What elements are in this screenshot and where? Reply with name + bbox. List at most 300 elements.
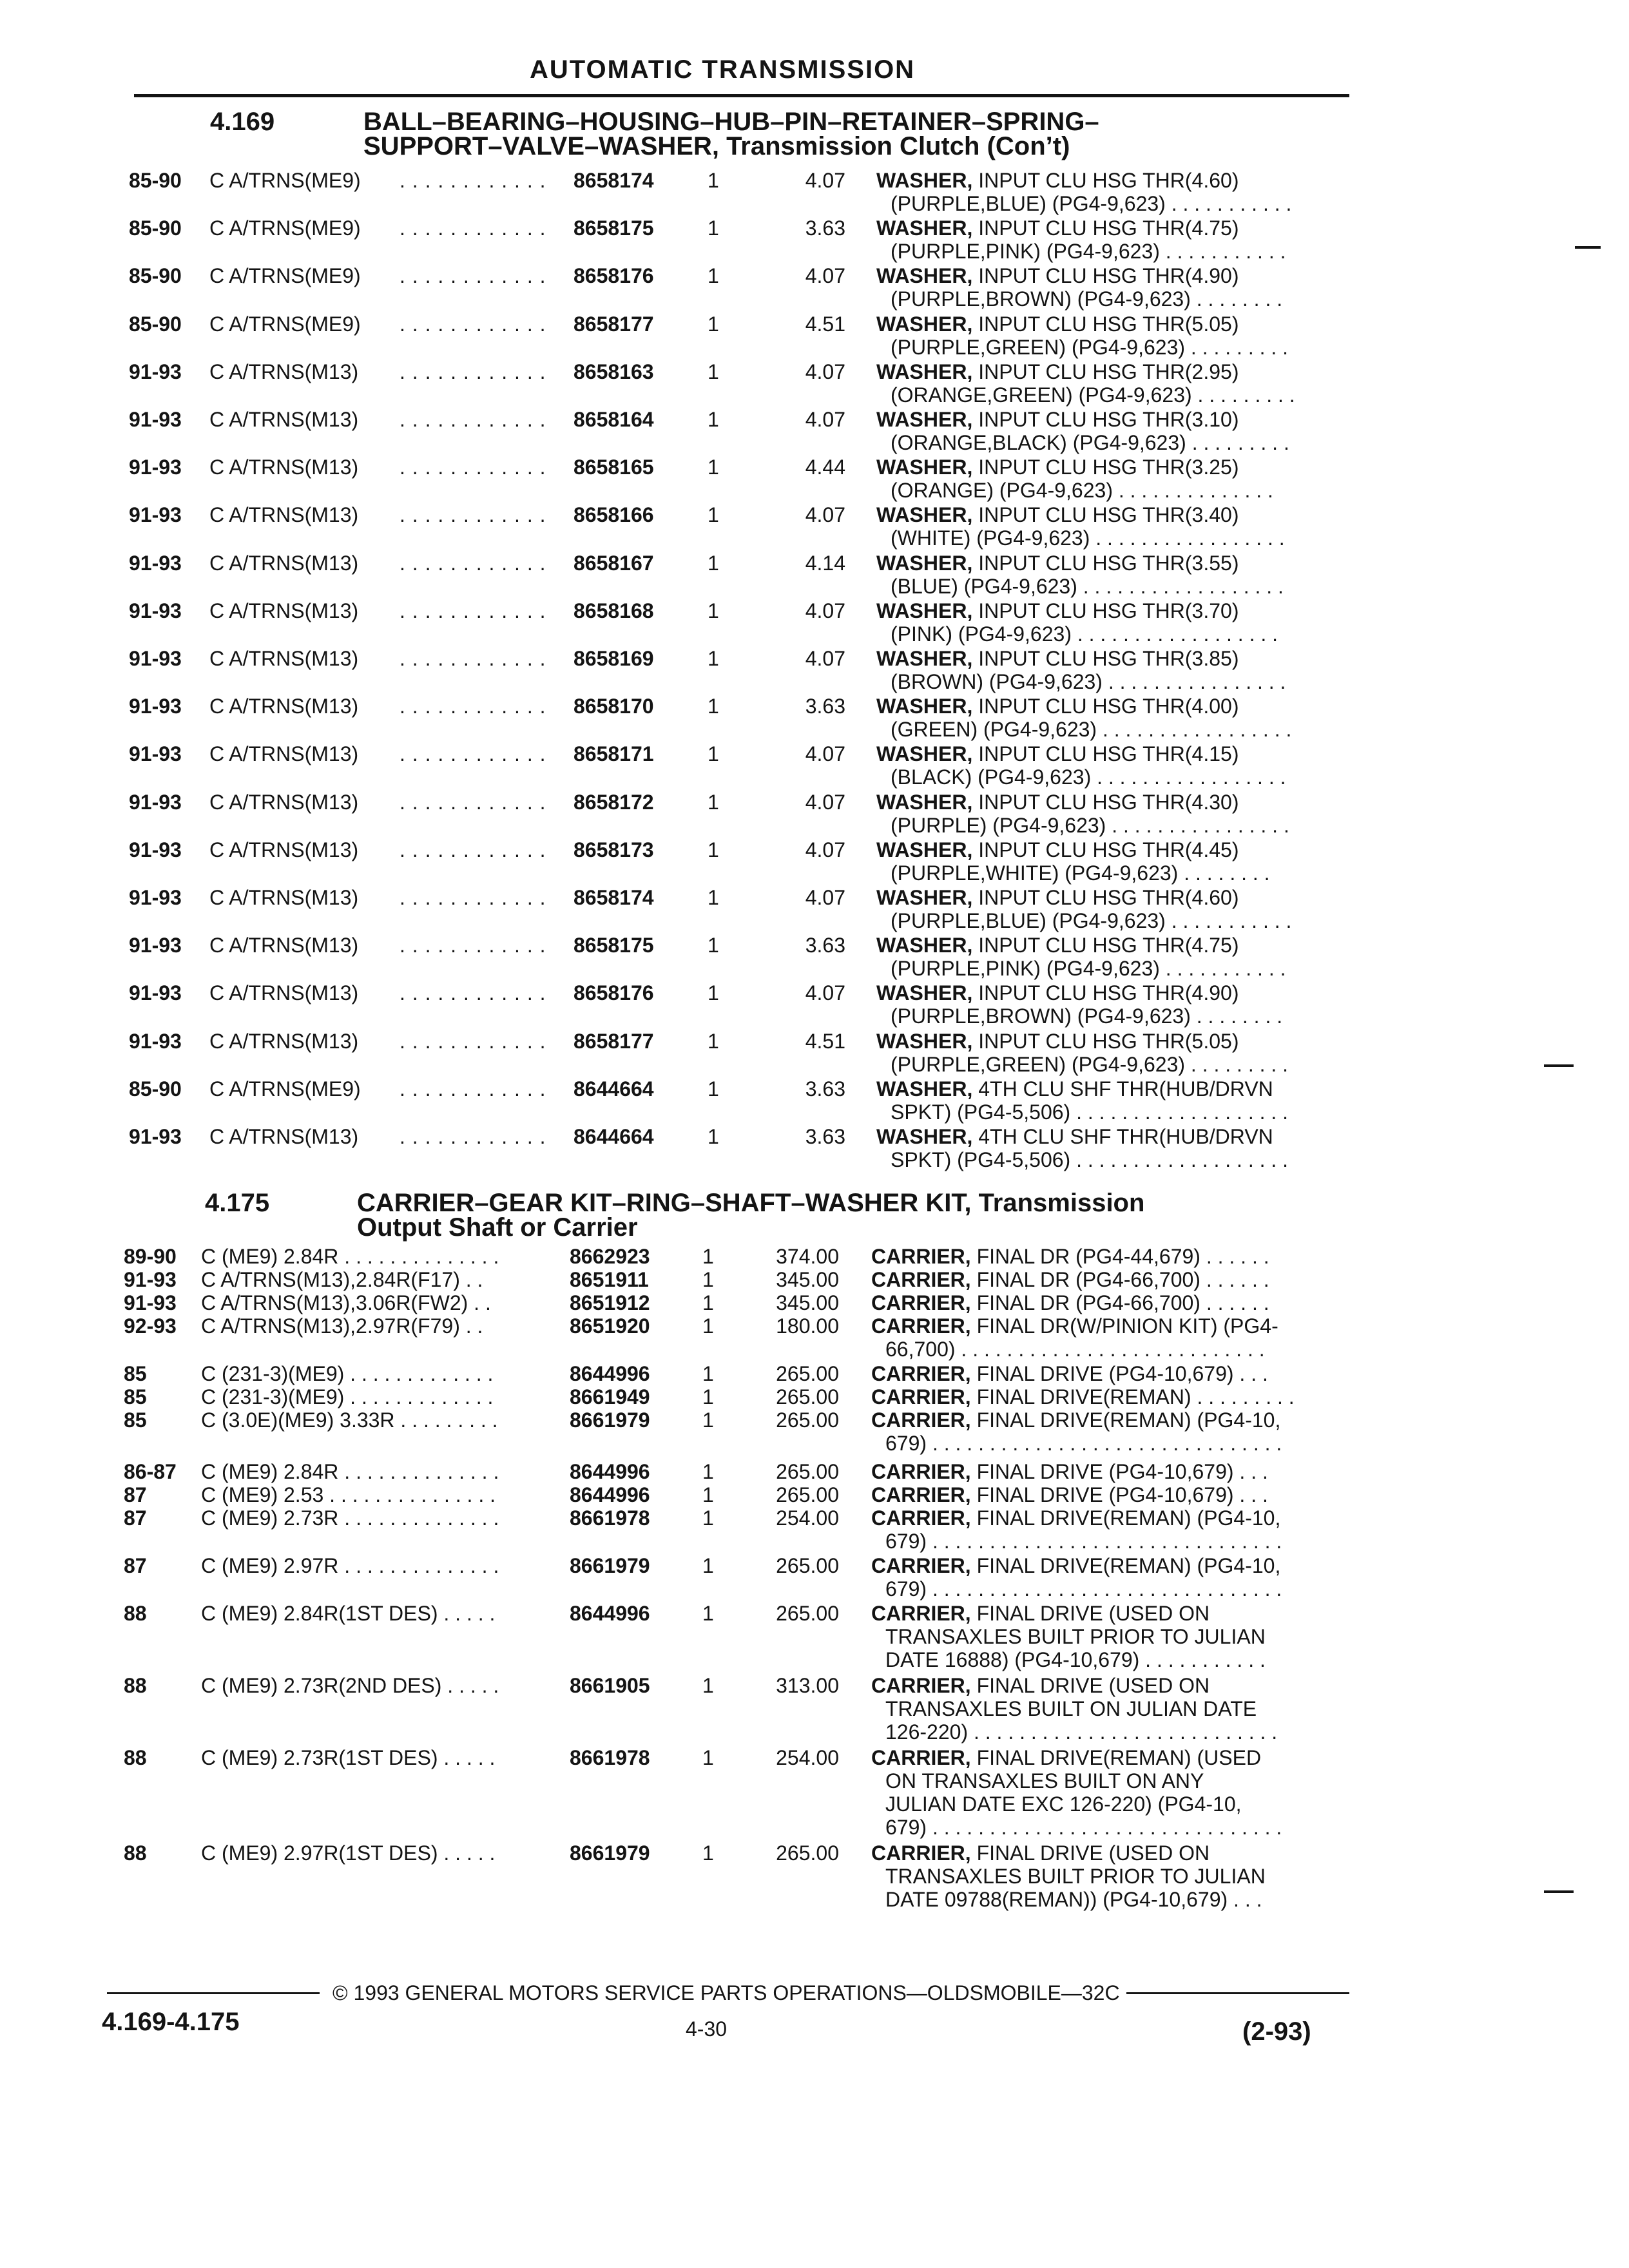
part-name: CARRIER, — [871, 1408, 971, 1432]
quantity: 1 — [708, 742, 719, 766]
description-continued: (PURPLE) (PG4-9,623) . . . . . . . . . . . . . . . . — [891, 813, 1289, 837]
part-name: WASHER, — [876, 1077, 973, 1100]
quantity: 1 — [702, 1408, 714, 1432]
price: 3.63 — [805, 934, 845, 957]
model-code: C (ME9) 2.97R . . . . . . . . . . . . . . — [201, 1554, 499, 1577]
quantity: 1 — [708, 503, 719, 527]
description — [871, 1268, 1269, 1291]
model-year: 91-93 — [129, 934, 182, 957]
price: 3.63 — [805, 1077, 845, 1100]
part-number: 8658163 — [574, 360, 654, 383]
model-year: 91-93 — [129, 360, 182, 383]
description-continued: (PURPLE,BLUE) (PG4-9,623) . . . . . . . . . . . — [891, 909, 1292, 932]
quantity: 1 — [702, 1483, 714, 1506]
model-year: 88 — [124, 1841, 147, 1865]
parts-row — [0, 1674, 1629, 1744]
parts-row — [0, 1460, 1629, 1483]
model-year: 85 — [124, 1385, 147, 1408]
footer-section-range: 4.169-4.175 — [102, 2008, 240, 2036]
part-name: WASHER, — [876, 647, 973, 670]
description — [876, 695, 1239, 718]
price: 180.00 — [776, 1314, 839, 1338]
footer-copyright: © 1993 GENERAL MOTORS SERVICE PARTS OPERATIONS—OLDSMOBILE—32C — [333, 1981, 1120, 2004]
description-text: 4TH CLU SHF THR(HUB/DRVN — [972, 1077, 1273, 1100]
description-continued: (GREEN) (PG4-9,623) . . . . . . . . . . . . . . . . . — [891, 718, 1292, 742]
model-year: 86-87 — [124, 1460, 177, 1483]
model-year: 91-93 — [129, 790, 182, 814]
quantity: 1 — [708, 216, 719, 240]
description-continued: (PINK) (PG4-9,623) . . . . . . . . . . . . . . . . . . — [891, 622, 1278, 646]
model-code: C A/TRNS(ME9) — [209, 216, 361, 240]
description-text: INPUT CLU HSG THR(4.00) — [972, 695, 1239, 718]
quantity: 1 — [702, 1245, 714, 1268]
parts-row — [0, 1506, 1629, 1553]
part-name: CARRIER, — [871, 1506, 971, 1530]
price: 4.07 — [805, 886, 845, 909]
parts-row — [0, 1746, 1629, 1839]
model-year: 91-93 — [129, 1125, 182, 1148]
quantity: 1 — [702, 1506, 714, 1530]
description-text: INPUT CLU HSG THR(5.05) — [972, 1029, 1239, 1053]
part-name: CARRIER, — [871, 1483, 971, 1506]
model-year: 91-93 — [129, 838, 182, 861]
description — [871, 1245, 1269, 1268]
part-number: 8661905 — [570, 1674, 650, 1697]
description-text: FINAL DRIVE (USED ON — [970, 1602, 1210, 1625]
parts-row — [0, 1077, 1629, 1125]
description-text: FINAL DRIVE (USED ON — [970, 1841, 1210, 1865]
section-title-line: SUPPORT–VALVE–WASHER, Transmission Clutch (Con’t) — [363, 132, 1070, 160]
part-number: 8658176 — [574, 264, 654, 288]
margin-tick — [1544, 1064, 1574, 1067]
part-name: WASHER, — [876, 169, 973, 192]
description — [876, 264, 1239, 287]
description-continued: 66,700) . . . . . . . . . . . . . . . . . . . . . . . . . . . — [885, 1338, 1265, 1361]
part-name: CARRIER, — [871, 1245, 971, 1268]
description-text: FINAL DRIVE (USED ON — [970, 1674, 1210, 1697]
part-name: WASHER, — [876, 551, 973, 575]
parts-row — [0, 1030, 1629, 1077]
model-year: 85-90 — [129, 312, 182, 336]
part-name: WASHER, — [876, 264, 973, 288]
description — [871, 1746, 1261, 1769]
quantity: 1 — [702, 1291, 714, 1314]
description — [871, 1291, 1269, 1314]
quantity: 1 — [708, 886, 719, 909]
description-continued: (PURPLE,BLUE) (PG4-9,623) . . . . . . . . . . . — [891, 192, 1292, 215]
description — [876, 216, 1239, 240]
description-continued: (PURPLE,GREEN) (PG4-9,623) . . . . . . . . . — [891, 1052, 1289, 1076]
description — [871, 1362, 1268, 1385]
model-code: C (231-3)(ME9) . . . . . . . . . . . . . — [201, 1362, 494, 1385]
description-text: FINAL DRIVE(REMAN) (PG4-10, — [970, 1554, 1281, 1577]
model-year: 91-93 — [129, 408, 182, 431]
leader-dots: . . . . . . . . . . . . — [400, 695, 546, 718]
quantity: 1 — [708, 647, 719, 670]
leader-dots: . . . . . . . . . . . . — [400, 216, 546, 240]
parts-row — [0, 1362, 1629, 1385]
model-code: C A/TRNS(M13) — [209, 934, 359, 957]
leader-dots: . . . . . . . . . . . . — [400, 886, 546, 909]
description — [871, 1506, 1280, 1530]
price: 3.63 — [805, 216, 845, 240]
part-name: WASHER, — [876, 216, 973, 240]
price: 4.51 — [805, 1029, 845, 1053]
part-number: 8658172 — [574, 790, 654, 814]
price: 4.51 — [805, 312, 845, 336]
quantity: 1 — [708, 408, 719, 431]
part-number: 8658169 — [574, 647, 654, 670]
parts-row — [0, 552, 1629, 599]
description-text: INPUT CLU HSG THR(4.90) — [972, 264, 1239, 288]
quantity: 1 — [702, 1362, 714, 1385]
quantity: 1 — [708, 456, 719, 479]
description — [876, 742, 1239, 765]
description-continued: SPKT) (PG4-5,506) . . . . . . . . . . . . . . . . . . . — [891, 1100, 1289, 1124]
model-code: C A/TRNS(M13) — [209, 551, 359, 575]
leader-dots: . . . . . . . . . . . . — [400, 264, 546, 288]
description-text: FINAL DRIVE(REMAN) (PG4-10, — [970, 1408, 1281, 1432]
part-name: WASHER, — [876, 456, 973, 479]
leader-dots: . . . . . . . . . . . . — [400, 360, 546, 383]
description-continued: 679) . . . . . . . . . . . . . . . . . . . . . . . . . . . . . . . — [885, 1577, 1282, 1600]
part-name: WASHER, — [876, 695, 973, 718]
description — [876, 503, 1239, 526]
description — [876, 408, 1239, 431]
part-number: 8661978 — [570, 1746, 650, 1769]
description-text: INPUT CLU HSG THR(4.75) — [972, 216, 1239, 240]
leader-dots: . . . . . . . . . . . . — [400, 503, 546, 527]
model-code: C (ME9) 2.84R . . . . . . . . . . . . . . — [201, 1460, 499, 1483]
parts-row — [0, 1602, 1629, 1671]
description — [871, 1314, 1278, 1338]
section-title — [357, 1191, 1362, 1240]
description-text: INPUT CLU HSG THR(4.75) — [972, 934, 1239, 957]
description-text: FINAL DRIVE (PG4-10,679) . . . — [970, 1362, 1268, 1385]
model-year: 91-93 — [129, 1029, 182, 1053]
part-name: CARRIER, — [871, 1314, 971, 1338]
part-number: 8661979 — [570, 1408, 650, 1432]
leader-dots: . . . . . . . . . . . . — [400, 838, 546, 861]
parts-row — [0, 408, 1629, 456]
description — [876, 360, 1239, 383]
model-code: C (231-3)(ME9) . . . . . . . . . . . . . — [201, 1385, 494, 1408]
description-continued: (WHITE) (PG4-9,623) . . . . . . . . . . . . . . . . . — [891, 526, 1285, 550]
quantity: 1 — [702, 1385, 714, 1408]
model-year: 85-90 — [129, 1077, 182, 1100]
part-number: 8644996 — [570, 1460, 650, 1483]
price: 265.00 — [776, 1385, 839, 1408]
quantity: 1 — [708, 981, 719, 1005]
model-code: C A/TRNS(M13),3.06R(FW2) . . — [201, 1291, 491, 1314]
price: 4.07 — [805, 647, 845, 670]
description — [876, 934, 1239, 957]
leader-dots: . . . . . . . . . . . . — [400, 934, 546, 957]
part-number: 8658174 — [574, 169, 654, 192]
price: 4.07 — [805, 360, 845, 383]
part-name: CARRIER, — [871, 1554, 971, 1577]
description-text: INPUT CLU HSG THR(4.45) — [972, 838, 1239, 861]
description-text: INPUT CLU HSG THR(4.30) — [972, 790, 1239, 814]
quantity: 1 — [708, 312, 719, 336]
model-code: C A/TRNS(M13) — [209, 981, 359, 1005]
price: 345.00 — [776, 1268, 839, 1291]
price: 4.07 — [805, 790, 845, 814]
description-continued: SPKT) (PG4-5,506) . . . . . . . . . . . . . . . . . . . — [891, 1148, 1289, 1171]
model-code: C A/TRNS(M13) — [209, 790, 359, 814]
description-text: FINAL DRIVE(REMAN) (USED — [970, 1746, 1262, 1769]
quantity: 1 — [708, 599, 719, 622]
part-number: 8658167 — [574, 551, 654, 575]
description-continued: 679) . . . . . . . . . . . . . . . . . . . . . . . . . . . . . . . — [885, 1530, 1282, 1553]
description-text: 4TH CLU SHF THR(HUB/DRVN — [972, 1125, 1273, 1148]
part-name: CARRIER, — [871, 1674, 971, 1697]
part-name: CARRIER, — [871, 1460, 971, 1483]
parts-row — [0, 886, 1629, 934]
description — [876, 599, 1239, 622]
description-continued: (ORANGE,GREEN) (PG4-9,623) . . . . . . . . . — [891, 383, 1295, 407]
model-code: C A/TRNS(M13) — [209, 886, 359, 909]
part-number: 8658175 — [574, 216, 654, 240]
part-name: WASHER, — [876, 934, 973, 957]
part-number: 8661979 — [570, 1841, 650, 1865]
quantity: 1 — [708, 360, 719, 383]
part-number: 8651920 — [570, 1314, 650, 1338]
price: 254.00 — [776, 1506, 839, 1530]
margin-tick — [1544, 1890, 1574, 1893]
description — [876, 312, 1239, 336]
part-number: 8644996 — [570, 1602, 650, 1625]
part-number: 8644996 — [570, 1483, 650, 1506]
part-number: 8658170 — [574, 695, 654, 718]
description-continued: (PURPLE,BROWN) (PG4-9,623) . . . . . . . . — [891, 1004, 1283, 1028]
model-year: 88 — [124, 1746, 147, 1769]
description-text: INPUT CLU HSG THR(5.05) — [972, 312, 1239, 336]
price: 265.00 — [776, 1460, 839, 1483]
part-name: CARRIER, — [871, 1291, 971, 1314]
description-continued: (ORANGE) (PG4-9,623) . . . . . . . . . . . . . . — [891, 479, 1273, 503]
parts-row — [0, 1385, 1629, 1408]
description-continued: (PURPLE,PINK) (PG4-9,623) . . . . . . . . . . . — [891, 957, 1286, 981]
quantity: 1 — [702, 1314, 714, 1338]
model-code: C A/TRNS(M13) — [209, 647, 359, 670]
model-year: 85-90 — [129, 169, 182, 192]
description — [871, 1483, 1268, 1506]
leader-dots: . . . . . . . . . . . . — [400, 456, 546, 479]
quantity: 1 — [708, 790, 719, 814]
model-code: C A/TRNS(M13) — [209, 599, 359, 622]
description-text: INPUT CLU HSG THR(4.60) — [972, 886, 1239, 909]
price: 4.07 — [805, 838, 845, 861]
price: 374.00 — [776, 1245, 839, 1268]
parts-row — [0, 934, 1629, 981]
description-text: INPUT CLU HSG THR(3.85) — [972, 647, 1239, 670]
price: 265.00 — [776, 1841, 839, 1865]
description-continued: ON TRANSAXLES BUILT ON ANY — [885, 1769, 1204, 1792]
quantity: 1 — [708, 695, 719, 718]
description-continued: (BLUE) (PG4-9,623) . . . . . . . . . . . . . . . . . . — [891, 574, 1284, 598]
part-name: WASHER, — [876, 408, 973, 431]
part-number: 8658166 — [574, 503, 654, 527]
leader-dots: . . . . . . . . . . . . — [400, 981, 546, 1005]
description-continued: (BLACK) (PG4-9,623) . . . . . . . . . . . . . . . . . — [891, 765, 1286, 789]
model-year: 87 — [124, 1554, 147, 1577]
model-code: C (3.0E)(ME9) 3.33R . . . . . . . . . — [201, 1408, 498, 1432]
part-number: 8644664 — [574, 1125, 654, 1148]
description-text: FINAL DRIVE(REMAN) (PG4-10, — [970, 1506, 1281, 1530]
footer-page-number: 4-30 — [686, 2017, 728, 2041]
part-name: WASHER, — [876, 886, 973, 909]
model-year: 91-93 — [129, 742, 182, 766]
description — [876, 456, 1239, 479]
description-text: FINAL DR(W/PINION KIT) (PG4- — [970, 1314, 1278, 1338]
part-name: CARRIER, — [871, 1362, 971, 1385]
price: 4.07 — [805, 981, 845, 1005]
description-text: INPUT CLU HSG THR(4.60) — [972, 169, 1239, 192]
parts-row — [0, 1268, 1629, 1291]
description-text: INPUT CLU HSG THR(3.55) — [972, 551, 1239, 575]
model-year: 91-93 — [129, 456, 182, 479]
model-year: 85 — [124, 1408, 147, 1432]
model-code: C (ME9) 2.73R(1ST DES) . . . . . — [201, 1746, 496, 1769]
quantity: 1 — [708, 1125, 719, 1148]
quantity: 1 — [702, 1602, 714, 1625]
model-year: 88 — [124, 1602, 147, 1625]
parts-row — [0, 264, 1629, 312]
quantity: 1 — [702, 1746, 714, 1769]
model-year: 91-93 — [129, 981, 182, 1005]
description — [871, 1841, 1210, 1865]
part-name: CARRIER, — [871, 1385, 971, 1408]
price: 4.07 — [805, 742, 845, 766]
parts-row — [0, 456, 1629, 503]
description-text: INPUT CLU HSG THR(4.90) — [972, 981, 1239, 1005]
price: 254.00 — [776, 1746, 839, 1769]
description — [871, 1554, 1280, 1577]
section-number: 4.175 — [205, 1189, 270, 1217]
parts-row — [0, 742, 1629, 790]
quantity: 1 — [708, 264, 719, 288]
quantity: 1 — [702, 1554, 714, 1577]
model-year: 87 — [124, 1506, 147, 1530]
description-continued: 126-220) . . . . . . . . . . . . . . . . . . . . . . . . . . . — [885, 1720, 1278, 1744]
description-text: INPUT CLU HSG THR(2.95) — [972, 360, 1239, 383]
description — [871, 1408, 1280, 1432]
model-year: 87 — [124, 1483, 147, 1506]
model-code: C (ME9) 2.84R(1ST DES) . . . . . — [201, 1602, 496, 1625]
leader-dots: . . . . . . . . . . . . — [400, 1125, 546, 1148]
description — [871, 1602, 1210, 1625]
model-code: C A/TRNS(M13) — [209, 1125, 359, 1148]
price: 265.00 — [776, 1408, 839, 1432]
leader-dots: . . . . . . . . . . . . — [400, 1029, 546, 1053]
model-code: C A/TRNS(M13) — [209, 742, 359, 766]
part-name: CARRIER, — [871, 1841, 971, 1865]
parts-row — [0, 1125, 1629, 1173]
description — [876, 838, 1239, 861]
part-number: 8661979 — [570, 1554, 650, 1577]
model-year: 89-90 — [124, 1245, 177, 1268]
quantity: 1 — [708, 838, 719, 861]
model-year: 88 — [124, 1674, 147, 1697]
description-text: FINAL DRIVE (PG4-10,679) . . . — [970, 1460, 1268, 1483]
description-text: INPUT CLU HSG THR(3.25) — [972, 456, 1239, 479]
leader-dots: . . . . . . . . . . . . — [400, 599, 546, 622]
margin-tick — [1575, 246, 1601, 249]
price: 4.07 — [805, 599, 845, 622]
description-continued: DATE 09788(REMAN)) (PG4-10,679) . . . — [885, 1888, 1262, 1911]
description-text: INPUT CLU HSG THR(3.40) — [972, 503, 1239, 527]
part-number: 8644996 — [570, 1362, 650, 1385]
leader-dots: . . . . . . . . . . . . — [400, 1077, 546, 1100]
parts-row — [0, 981, 1629, 1029]
quantity: 1 — [702, 1674, 714, 1697]
part-number: 8661978 — [570, 1506, 650, 1530]
model-code: C A/TRNS(ME9) — [209, 1077, 361, 1100]
part-name: WASHER, — [876, 599, 973, 622]
part-name: WASHER, — [876, 742, 973, 766]
description-continued: (PURPLE,PINK) (PG4-9,623) . . . . . . . . . . . — [891, 240, 1286, 264]
model-code: C A/TRNS(M13) — [209, 838, 359, 861]
parts-row — [0, 1291, 1629, 1314]
part-number: 8644664 — [574, 1077, 654, 1100]
model-year: 85 — [124, 1362, 147, 1385]
model-year: 91-93 — [124, 1268, 177, 1291]
part-number: 8658177 — [574, 312, 654, 336]
model-code: C (ME9) 2.73R(2ND DES) . . . . . — [201, 1674, 499, 1697]
price: 3.63 — [805, 695, 845, 718]
footer-date-code: (2-93) — [1242, 2017, 1311, 2046]
description-continued: (PURPLE,GREEN) (PG4-9,623) . . . . . . . . . — [891, 335, 1289, 359]
parts-row — [0, 1408, 1629, 1455]
model-year: 91-93 — [129, 695, 182, 718]
model-year: 85-90 — [129, 264, 182, 288]
description-text: INPUT CLU HSG THR(3.70) — [972, 599, 1239, 622]
model-year: 91-93 — [129, 503, 182, 527]
description — [876, 1030, 1239, 1053]
price: 4.07 — [805, 264, 845, 288]
description-text: INPUT CLU HSG THR(4.15) — [972, 742, 1239, 766]
page-title: AUTOMATIC TRANSMISSION — [530, 55, 916, 84]
section-title-line: BALL–BEARING–HOUSING–HUB–PIN–RETAINER–SPRING– — [363, 108, 1099, 136]
description-text: FINAL DR (PG4-66,700) . . . . . . — [970, 1268, 1269, 1291]
description-text: FINAL DR (PG4-44,679) . . . . . . — [970, 1245, 1269, 1268]
part-number: 8661949 — [570, 1385, 650, 1408]
description-continued: TRANSAXLES BUILT ON JULIAN DATE — [885, 1697, 1257, 1720]
leader-dots: . . . . . . . . . . . . — [400, 312, 546, 336]
parts-row — [0, 695, 1629, 742]
model-year: 92-93 — [124, 1314, 177, 1338]
parts-row — [0, 216, 1629, 264]
part-number: 8651911 — [570, 1268, 649, 1291]
quantity: 1 — [702, 1841, 714, 1865]
parts-row — [0, 838, 1629, 886]
part-number: 8658177 — [574, 1029, 654, 1053]
description-continued: 679) . . . . . . . . . . . . . . . . . . . . . . . . . . . . . . . — [885, 1432, 1282, 1455]
part-name: WASHER, — [876, 981, 973, 1005]
part-number: 8658176 — [574, 981, 654, 1005]
parts-row — [0, 1483, 1629, 1506]
model-code: C A/TRNS(ME9) — [209, 169, 361, 192]
part-name: CARRIER, — [871, 1746, 971, 1769]
parts-row — [0, 312, 1629, 360]
description-continued: 679) . . . . . . . . . . . . . . . . . . . . . . . . . . . . . . . — [885, 1816, 1282, 1839]
part-number: 8651912 — [570, 1291, 650, 1314]
leader-dots: . . . . . . . . . . . . — [400, 551, 546, 575]
section-number: 4.169 — [210, 108, 275, 136]
description — [871, 1385, 1295, 1408]
section-title-line: Output Shaft or Carrier — [357, 1213, 638, 1242]
